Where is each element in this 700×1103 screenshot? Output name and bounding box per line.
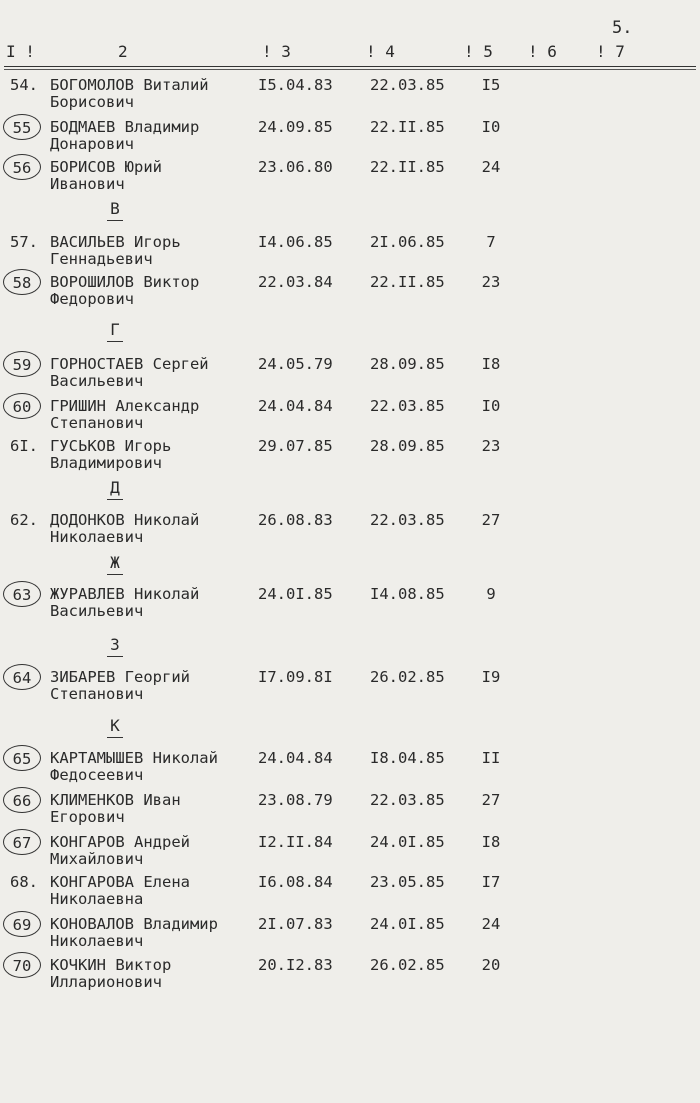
entry-number: 69 xyxy=(3,911,41,937)
register-row xyxy=(0,437,700,477)
register-row xyxy=(0,273,700,313)
entry-patronymic: Николаевич xyxy=(50,528,144,546)
header-rule xyxy=(4,66,696,67)
register-row xyxy=(0,511,700,551)
entry-date-col4: 22.II.85 xyxy=(370,118,445,136)
entry-value-col5: I0 xyxy=(481,118,501,136)
section-letter xyxy=(100,635,130,657)
entry-patronymic: Федорович xyxy=(50,290,134,308)
entry-date-col3: 24.0I.85 xyxy=(258,585,333,603)
header-rule-secondary xyxy=(4,69,696,70)
register-row xyxy=(0,355,700,395)
register-row xyxy=(0,791,700,831)
section-letter-text: Д xyxy=(107,478,123,500)
entry-value-col5: 24 xyxy=(481,158,501,176)
entry-surname-name: КЛИМЕНКОВ Иван xyxy=(50,791,181,809)
entry-patronymic: Борисович xyxy=(50,93,134,111)
entry-surname-name: ЗИБАРЕВ Георгий xyxy=(50,668,190,686)
section-letter xyxy=(100,716,130,738)
entry-value-col5: I9 xyxy=(481,668,501,686)
column-header-7: ! 7 xyxy=(596,42,625,61)
entry-patronymic: Илларионович xyxy=(50,973,162,991)
entry-number: 59 xyxy=(3,351,41,377)
entry-date-col4: 22.03.85 xyxy=(370,76,445,94)
entry-value-col5: I8 xyxy=(481,833,501,851)
entry-patronymic: Михайлович xyxy=(50,850,144,868)
entry-date-col4: 26.02.85 xyxy=(370,668,445,686)
entry-surname-name: ГУСЬКОВ Игорь xyxy=(50,437,172,455)
entry-patronymic: Степанович xyxy=(50,414,144,432)
page-number: 5. xyxy=(612,18,633,38)
entry-date-col4: I4.08.85 xyxy=(370,585,445,603)
entry-value-col5: 27 xyxy=(481,791,501,809)
column-header-5: ! 5 xyxy=(464,42,493,61)
entry-value-col5: I8 xyxy=(481,355,501,373)
entry-number: 56 xyxy=(3,154,41,180)
entry-patronymic: Владимирович xyxy=(50,454,162,472)
section-letter-text: В xyxy=(107,199,123,221)
entry-patronymic: Донарович xyxy=(50,135,134,153)
entry-surname-name: ГРИШИН Александр xyxy=(50,397,200,415)
entry-patronymic: Васильевич xyxy=(50,602,144,620)
entry-value-col5: 24 xyxy=(481,915,501,933)
entry-date-col4: 23.05.85 xyxy=(370,873,445,891)
entry-value-col5: 7 xyxy=(486,233,496,251)
entry-date-col3: 24.09.85 xyxy=(258,118,333,136)
entry-surname-name: КАРТАМЫШЕВ Николай xyxy=(50,749,218,767)
entry-value-col5: 20 xyxy=(481,956,501,974)
entry-date-col4: 22.03.85 xyxy=(370,791,445,809)
register-row xyxy=(0,956,700,996)
entry-date-col3: I5.04.83 xyxy=(258,76,333,94)
entry-surname-name: БОРИСОВ Юрий xyxy=(50,158,162,176)
entry-surname-name: КОНГАРОВА Елена xyxy=(50,873,190,891)
section-letter xyxy=(100,320,130,342)
entry-surname-name: ВОРОШИЛОВ Виктор xyxy=(50,273,200,291)
entry-date-col4: 22.II.85 xyxy=(370,158,445,176)
register-row xyxy=(0,158,700,198)
register-row xyxy=(0,915,700,955)
entry-date-col4: 28.09.85 xyxy=(370,437,445,455)
entry-number: 62. xyxy=(10,511,38,529)
entry-value-col5: 23 xyxy=(481,437,501,455)
entry-date-col4: 22.03.85 xyxy=(370,397,445,415)
section-letter-text: К xyxy=(107,716,123,738)
entry-date-col3: I6.08.84 xyxy=(258,873,333,891)
entry-date-col4: 28.09.85 xyxy=(370,355,445,373)
register-row xyxy=(0,118,700,158)
entry-number: 64 xyxy=(3,664,41,690)
section-letter xyxy=(100,553,130,575)
entry-date-col3: 24.05.79 xyxy=(258,355,333,373)
entry-date-col3: I4.06.85 xyxy=(258,233,333,251)
register-row xyxy=(0,668,700,708)
section-letter-text: Г xyxy=(107,320,123,342)
entry-date-col3: 29.07.85 xyxy=(258,437,333,455)
column-header-6: ! 6 xyxy=(528,42,557,61)
entry-date-col3: 26.08.83 xyxy=(258,511,333,529)
column-header-3: ! 3 xyxy=(262,42,291,61)
column-header-1: I ! xyxy=(6,42,35,61)
entry-number: 68. xyxy=(10,873,38,891)
entry-number: 65 xyxy=(3,745,41,771)
entry-surname-name: БОДМАЕВ Владимир xyxy=(50,118,200,136)
entry-value-col5: II xyxy=(481,749,501,767)
entry-value-col5: I0 xyxy=(481,397,501,415)
entry-patronymic: Иванович xyxy=(50,175,125,193)
entry-value-col5: 23 xyxy=(481,273,501,291)
entry-date-col3: I7.09.8I xyxy=(258,668,333,686)
entry-surname-name: ГОРНОСТАЕВ Сергей xyxy=(50,355,209,373)
entry-date-col4: 24.0I.85 xyxy=(370,833,445,851)
entry-patronymic: Геннадьевич xyxy=(50,250,153,268)
entry-date-col3: I2.II.84 xyxy=(258,833,333,851)
register-row xyxy=(0,233,700,273)
entry-number: 63 xyxy=(3,581,41,607)
entry-date-col3: 24.04.84 xyxy=(258,397,333,415)
entry-surname-name: ВАСИЛЬЕВ Игорь xyxy=(50,233,181,251)
entry-date-col3: 23.08.79 xyxy=(258,791,333,809)
entry-surname-name: КОЧКИН Виктор xyxy=(50,956,172,974)
register-row xyxy=(0,749,700,789)
entry-surname-name: ДОДОНКОВ Николай xyxy=(50,511,200,529)
entry-number: 57. xyxy=(10,233,38,251)
entry-date-col3: 24.04.84 xyxy=(258,749,333,767)
entry-patronymic: Федосеевич xyxy=(50,766,144,784)
entry-date-col4: 22.03.85 xyxy=(370,511,445,529)
entry-value-col5: 9 xyxy=(486,585,496,603)
entry-number: 67 xyxy=(3,829,41,855)
entry-number: 54. xyxy=(10,76,38,94)
entry-surname-name: БОГОМОЛОВ Виталий xyxy=(50,76,209,94)
entry-patronymic: Степанович xyxy=(50,685,144,703)
entry-surname-name: КОНГАРОВ Андрей xyxy=(50,833,190,851)
entry-date-col4: 26.02.85 xyxy=(370,956,445,974)
register-row xyxy=(0,873,700,913)
entry-surname-name: КОНОВАЛОВ Владимир xyxy=(50,915,218,933)
section-letter-text: Ж xyxy=(107,553,123,575)
entry-date-col3: 2I.07.83 xyxy=(258,915,333,933)
register-row xyxy=(0,833,700,873)
entry-patronymic: Николаевна xyxy=(50,890,144,908)
section-letter-text: З xyxy=(107,635,123,657)
entry-date-col3: 22.03.84 xyxy=(258,273,333,291)
entry-date-col3: 20.I2.83 xyxy=(258,956,333,974)
entry-number: 6I. xyxy=(10,437,38,455)
entry-number: 70 xyxy=(3,952,41,978)
entry-date-col4: 22.II.85 xyxy=(370,273,445,291)
section-letter xyxy=(100,478,130,500)
entry-value-col5: I5 xyxy=(481,76,501,94)
entry-number: 55 xyxy=(3,114,41,140)
register-row xyxy=(0,397,700,437)
entry-number: 58 xyxy=(3,269,41,295)
entry-value-col5: 27 xyxy=(481,511,501,529)
entry-value-col5: I7 xyxy=(481,873,501,891)
column-header-2: 2 xyxy=(118,42,128,61)
entry-date-col4: I8.04.85 xyxy=(370,749,445,767)
entry-patronymic: Васильевич xyxy=(50,372,144,390)
entry-date-col3: 23.06.80 xyxy=(258,158,333,176)
entry-date-col4: 24.0I.85 xyxy=(370,915,445,933)
entry-patronymic: Николаевич xyxy=(50,932,144,950)
entry-surname-name: ЖУРАВЛЕВ Николай xyxy=(50,585,200,603)
entry-patronymic: Егорович xyxy=(50,808,125,826)
register-row xyxy=(0,585,700,625)
section-letter xyxy=(100,199,130,221)
column-header-4: ! 4 xyxy=(366,42,395,61)
entry-number: 60 xyxy=(3,393,41,419)
entry-number: 66 xyxy=(3,787,41,813)
entry-date-col4: 2I.06.85 xyxy=(370,233,445,251)
register-row xyxy=(0,76,700,116)
